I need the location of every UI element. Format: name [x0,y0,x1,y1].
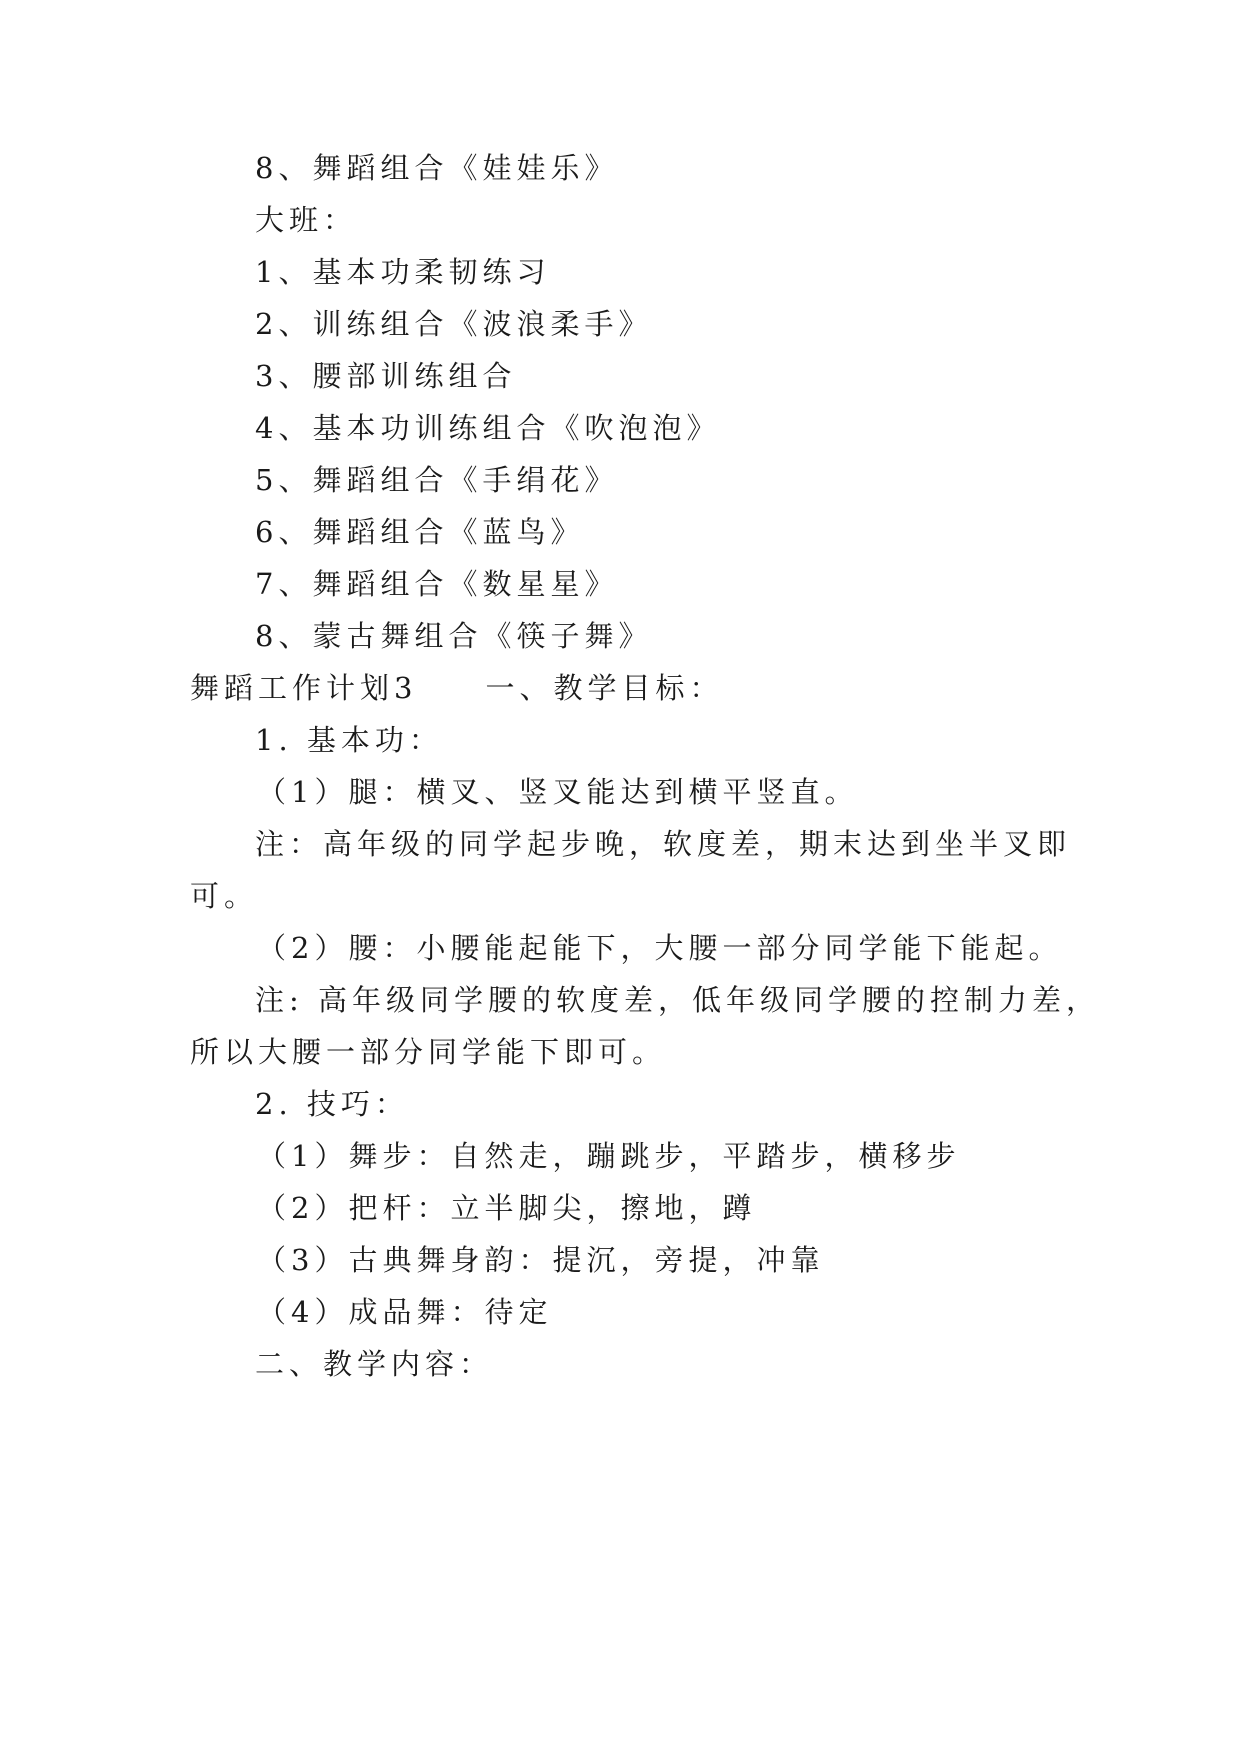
technique-classical-rhythm: （3）古典舞身韵：提沉，旁提，冲靠 [257,1243,825,1277]
list-item-wawale: 8、舞蹈组合《娃娃乐》 [255,151,619,185]
section-title-plan-3: 舞蹈工作计划3 一、教学目标： [190,671,724,705]
list-item-7: 7、舞蹈组合《数星星》 [255,567,619,601]
section-heading-teaching-content: 二、教学内容： [255,1347,494,1381]
subheading-techniques: 2. 技巧： [255,1087,409,1121]
technique-dance-steps: （1）舞步：自然走，蹦跳步，平踏步，横移步 [257,1139,961,1173]
list-item-5: 5、舞蹈组合《手绢花》 [255,463,619,497]
list-item-1: 1、基本功柔韧练习 [255,255,551,289]
list-item-6: 6、舞蹈组合《蓝鸟》 [255,515,585,549]
list-item-4: 4、基本功训练组合《吹泡泡》 [255,411,721,445]
note-waist-continued: 所以大腰一部分同学能下即可。 [190,1035,667,1069]
note-waist: 注: 高年级同学腰的软度差，低年级同学腰的控制力差， [255,983,1100,1017]
list-item-8: 8、蒙古舞组合《筷子舞》 [255,619,653,653]
paragraph-legs: （1）腿：横叉、竖叉能达到横平竖直。 [257,775,859,809]
list-item-3: 3、腰部训练组合 [255,359,517,393]
section-heading-senior-class: 大班： [255,203,358,237]
paragraph-waist: （2）腰：小腰能起能下，大腰一部分同学能下能起。 [257,931,1063,965]
note-legs: 注：高年级的同学起步晚，软度差，期末达到坐半叉即 [255,827,1072,861]
technique-finished-dance: （4）成品舞：待定 [257,1295,553,1329]
list-item-2: 2、训练组合《波浪柔手》 [255,307,653,341]
note-legs-continued: 可。 [190,879,259,913]
subheading-basic-skills: 1. 基本功： [255,723,443,757]
technique-barre: （2）把杆：立半脚尖，擦地，蹲 [257,1191,757,1225]
